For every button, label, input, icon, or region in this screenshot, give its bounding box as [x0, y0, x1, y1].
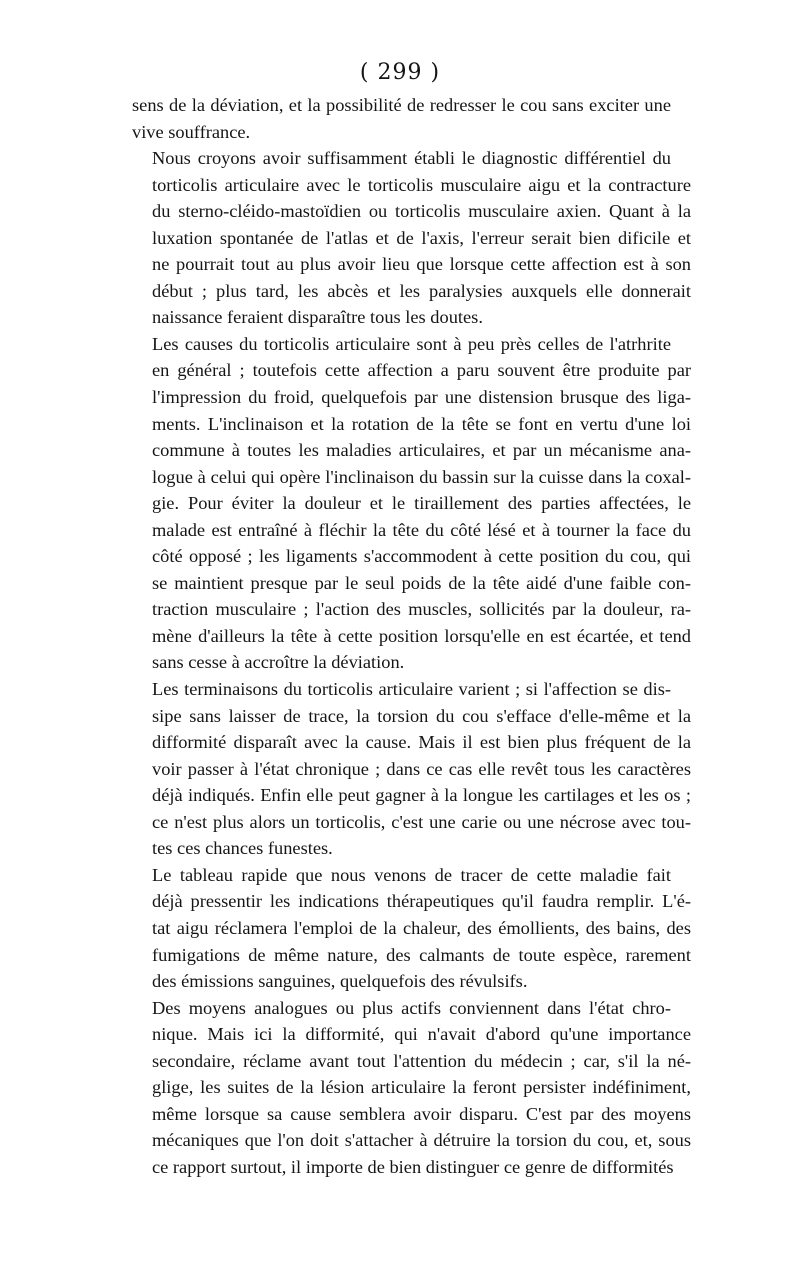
text-line: torticolis articulaire avec le torticolis musculaire aigu et la contracture [152, 174, 691, 195]
text-line: Nous croyons avoir suffisamment établi le diagnostic différentiel du [152, 148, 671, 169]
text-line: naissance feraient disparaître tous les doutes. [152, 307, 483, 328]
text-line: se maintient presque par le seul poids de la tête aidé d'une faible con- [152, 572, 691, 593]
text-line: en général ; toutefois cette affection a paru souvent être produite par [152, 360, 691, 381]
text-line: Les terminaisons du torticolis articulaire varient ; si l'affection se dis- [152, 679, 671, 700]
text-line: malade est entraîné à fléchir la tête du côté lésé et à tourner la face du [152, 519, 691, 540]
text-line: du sterno-cléido-mastoïdien ou torticolis musculaire axien. Quant à la [152, 201, 691, 222]
text-line: sipe sans laisser de trace, la torsion du cou s'efface d'elle-même et la [152, 705, 691, 726]
text-line: secondaire, réclame avant tout l'attention du médecin ; car, s'il la né- [152, 1050, 691, 1071]
text-line: ne pourrait tout au plus avoir lieu que lorsque cette affection est à son [152, 254, 691, 275]
paragraph [132, 862, 691, 995]
body-text [132, 92, 691, 1180]
text-line: Des moyens analogues ou plus actifs conviennent dans l'état chro- [152, 997, 671, 1018]
text-line: l'impression du froid, quelquefois par une distension brusque des liga- [152, 387, 691, 408]
text-line: déjà indiqués. Enfin elle peut gagner à la longue les cartilages et les os ; [152, 785, 691, 806]
page-number: ( 299 ) [359, 60, 441, 85]
text-line: glige, les suites de la lésion articulaire la feront persister indéfiniment, [152, 1077, 691, 1098]
text-line: mécaniques que l'on doit s'attacher à détruire la torsion du cou, et, sous [152, 1130, 691, 1151]
text-line: sans cesse à accroître la déviation. [152, 652, 405, 673]
paragraph [132, 331, 691, 676]
text-line: voir passer à l'état chronique ; dans ce cas elle revêt tous les caractères [152, 758, 691, 779]
text-line: côté opposé ; les ligaments s'accommodent à cette position du cou, qui [152, 546, 691, 567]
text-line: commune à toutes les maladies articulaires, et par un mécanisme ana- [152, 440, 691, 461]
paragraph [132, 145, 691, 331]
text-line: même lorsque sa cause semblera avoir disparu. C'est par des moyens [152, 1103, 691, 1124]
text-line: tes ces chances funestes. [152, 838, 333, 859]
text-line: sens de la déviation, et la possibilité de redresser le cou sans exciter une [132, 95, 671, 115]
text-line: traction musculaire ; l'action des muscles, sollicités par la douleur, ra- [152, 599, 691, 620]
text-line: mène d'ailleurs la tête à cette position lorsqu'elle en est écartée, et tend [152, 625, 691, 646]
text-line: fumigations de même nature, des calmants de toute espèce, rarement [152, 944, 691, 965]
paragraph [132, 676, 691, 862]
text-line: des émissions sanguines, quelquefois des révulsifs. [152, 971, 528, 992]
text-line: ce rapport surtout, il importe de bien distinguer ce genre de difformités [152, 1156, 674, 1177]
text-line: tat aigu réclamera l'emploi de la chaleur, des émollients, des bains, des [152, 917, 691, 938]
text-line: ments. L'inclinaison et la rotation de la tête se font en vertu d'une loi [152, 413, 691, 434]
text-line: ce n'est plus alors un torticolis, c'est une carie ou une nécrose avec tou- [152, 811, 691, 832]
text-line: début ; plus tard, les abcès et les paralysies auxquels elle donnerait [152, 280, 691, 301]
paragraph [132, 92, 671, 145]
text-line: déjà pressentir les indications thérapeutiques qu'il faudra remplir. L'é- [152, 891, 691, 912]
text-line: luxation spontanée de l'atlas et de l'axis, l'erreur serait bien dificile et [152, 227, 691, 248]
text-line: difformité disparaît avec la cause. Mais il est bien plus fréquent de la [152, 732, 691, 753]
text-line: Le tableau rapide que nous venons de tracer de cette maladie fait [152, 864, 671, 885]
text-line: nique. Mais ici la difformité, qui n'avait d'abord qu'une importance [152, 1024, 691, 1045]
text-line: Les causes du torticolis articulaire sont à peu près celles de l'atrhrite [152, 333, 671, 354]
text-line: logue à celui qui opère l'inclinaison du bassin sur la cuisse dans la coxal- [152, 466, 691, 487]
text-line: vive souffrance. [132, 121, 251, 142]
paragraph [132, 995, 691, 1181]
text-line: gie. Pour éviter la douleur et le tiraillement des parties affectées, le [152, 493, 691, 514]
